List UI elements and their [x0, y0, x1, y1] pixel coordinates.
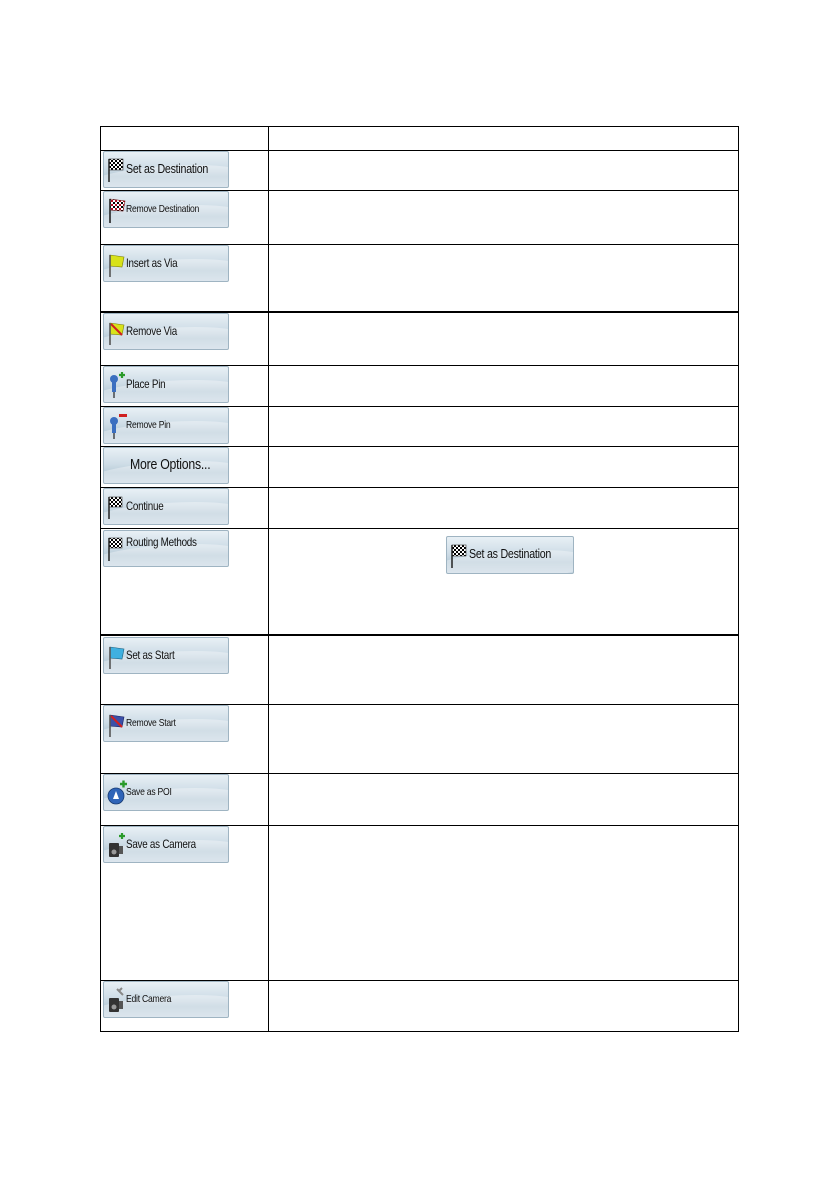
table-row	[101, 150, 738, 190]
button-label: Save as POI	[126, 786, 172, 798]
pin-remove-icon	[107, 412, 127, 440]
table-row	[101, 825, 738, 980]
button-label: Save as Camera	[126, 837, 196, 851]
button-label: Insert as Via	[126, 256, 178, 270]
pin-add-icon	[107, 371, 127, 399]
button-label: Continue	[126, 499, 164, 513]
button-label: Set as Destination	[469, 546, 552, 561]
remove-start-button[interactable]	[103, 705, 229, 742]
table-row	[101, 365, 738, 406]
table-row	[101, 980, 738, 1031]
table-row	[101, 406, 738, 446]
blue-flag-remove-icon	[107, 710, 127, 738]
edit-camera-button[interactable]	[103, 981, 229, 1018]
table-row	[101, 704, 738, 773]
button-label: Remove Via	[126, 324, 177, 338]
continue-button[interactable]	[103, 488, 229, 525]
set-as-destination-button[interactable]	[103, 151, 229, 188]
table-row	[101, 528, 738, 634]
button-label: Remove Destination	[126, 203, 200, 215]
checkered-flag-icon	[107, 493, 127, 521]
button-label: Remove Start	[126, 717, 176, 729]
table-row	[101, 190, 738, 244]
button-label: More Options...	[130, 456, 211, 473]
set-as-start-button[interactable]	[103, 637, 229, 674]
checkered-flag-icon	[107, 156, 127, 184]
button-label: Remove Pin	[126, 419, 171, 431]
button-label: Routing Methods	[126, 535, 197, 549]
button-label: Set as Start	[126, 648, 175, 662]
blue-flag-icon	[107, 642, 127, 670]
camera-add-icon	[107, 831, 127, 859]
save-as-poi-button[interactable]	[103, 774, 229, 811]
yellow-flag-icon	[107, 250, 127, 278]
place-pin-button[interactable]	[103, 366, 229, 403]
more-options-button[interactable]	[103, 447, 229, 484]
insert-as-via-button[interactable]	[103, 245, 229, 282]
remove-pin-button[interactable]	[103, 407, 229, 444]
button-label: Place Pin	[126, 377, 166, 391]
table-header-row	[101, 127, 738, 150]
checkered-flag-icon	[450, 541, 470, 569]
table-row	[101, 773, 738, 825]
camera-edit-icon	[107, 986, 127, 1014]
routing-methods-button[interactable]	[103, 530, 229, 567]
table-row	[101, 313, 738, 365]
remove-via-button[interactable]	[103, 313, 229, 350]
yellow-flag-remove-icon	[107, 318, 127, 346]
checkered-flag-icon	[107, 535, 127, 563]
red-checkered-flag-icon	[107, 196, 127, 224]
table-row	[101, 636, 738, 704]
inline-set-as-destination-button	[446, 536, 574, 574]
save-as-camera-button[interactable]	[103, 826, 229, 863]
button-label: Set as Destination	[126, 161, 209, 176]
table-row	[101, 487, 738, 528]
poi-add-icon	[107, 779, 127, 807]
table-row	[101, 446, 738, 487]
remove-destination-button[interactable]	[103, 191, 229, 228]
button-label: Edit Camera	[126, 993, 172, 1005]
table-row	[101, 244, 738, 311]
button-table	[100, 126, 739, 1032]
